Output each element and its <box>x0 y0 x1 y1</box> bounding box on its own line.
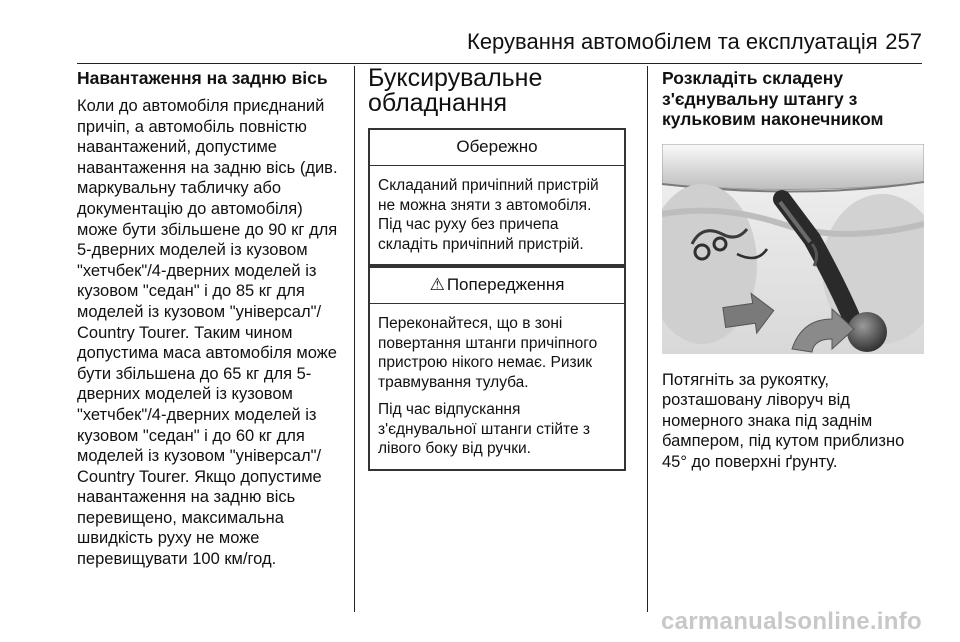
warning-text-2: Під час відпускання з'єднувальної штанги стійте з лівого боку від ручки. <box>378 401 590 457</box>
section-heading-rear-axle: Навантаження на задню вісь <box>77 68 328 88</box>
tow-bar-photo <box>662 144 924 354</box>
tow-bar-illustration <box>662 144 924 354</box>
page-header <box>77 23 922 64</box>
warning-text-1: Переконайтеся, що в зоні повертання штанги причіпного пристрою нікого немає. Ризик травмування тулуба. <box>378 315 598 391</box>
header-title: Керування автомобілем та експлуатація <box>467 29 878 54</box>
warning-box <box>368 266 626 471</box>
rear-axle-paragraph: Коли до автомобіля приєднаний причіп, а автомобіль повністю навантажений, допустиме навантаження на задню вісь (див. маркувальну табличку або документацію до автомобіля) може бути збільшене до 90 кг для 5-дверних моделей із кузовом "хетчбек"/4-дверних моделей із кузовом "седан" і до 85 кг для моделей із кузовом "універсал"/ Country Tourer. Таким чином допустима маса автомобіля може бути збільшена до 65 кг для 5-дверних моделей із кузовом "хетчбек"/4-дверних моделей із кузовом "седан" і до 60 кг для моделей із кузовом "універсал"/ Country Tourer. Якщо допустиме навантаження на задню вісь перевищено, максимальна швидкість руху не може перевищувати 100 км/год. <box>77 97 338 569</box>
warning-header <box>370 266 624 304</box>
column-divider-1 <box>354 66 355 612</box>
watermark: carmanualsonline.info <box>660 608 922 635</box>
towing-heading-line-2: обладнання <box>368 89 508 117</box>
towing-heading-line-1: Буксирувальне <box>368 64 543 92</box>
page-number: 257 <box>885 29 922 54</box>
column-divider-2 <box>647 66 648 612</box>
column-fold-out-bar <box>662 64 924 472</box>
caution-title: Обережно <box>370 130 624 166</box>
caution-text: Складаний причіпний пристрій не можна зняти з автомобіля. Під час руху без причепа складіть причіпний пристрій. <box>378 177 599 253</box>
warning-triangle-icon: ⚠ <box>429 275 445 294</box>
column-rear-axle-load <box>77 64 347 570</box>
column-towing-equipment <box>368 64 633 471</box>
caution-box <box>368 128 626 266</box>
fold-heading-line-2: з'єднувальну штангу з <box>662 88 858 109</box>
photo-caption: Потягніть за рукоятку, розташовану ліворуч від номерного знака під заднім бампером, під кутом приблизно 45° до поверхні ґрунту. <box>662 370 905 471</box>
fold-heading-line-3: кульковим наконечником <box>662 109 884 129</box>
warning-title: Попередження <box>446 275 565 294</box>
fold-heading-line-1: Розкладіть складену <box>662 68 844 88</box>
section-heading-towing <box>368 66 633 116</box>
section-heading-fold-out <box>662 68 924 130</box>
